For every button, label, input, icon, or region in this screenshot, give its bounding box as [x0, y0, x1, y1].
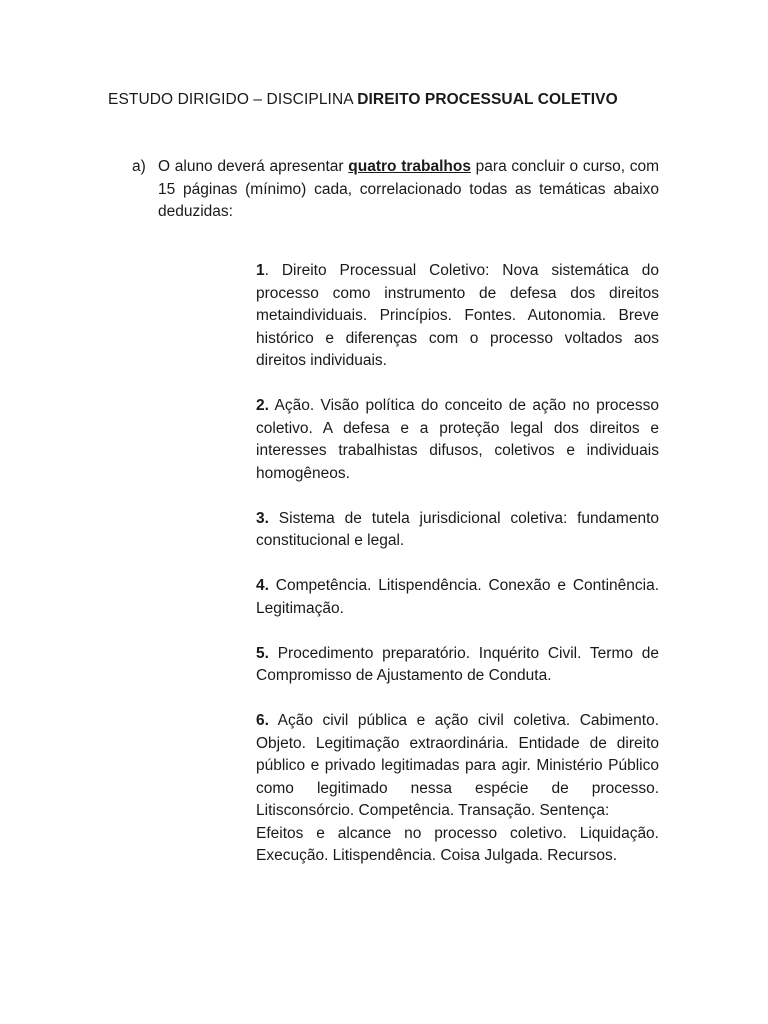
topic-item-3 — [256, 508, 659, 553]
topic-number: 1 — [256, 262, 265, 279]
page-title-discipline: DIREITO PROCESSUAL COLETIVO — [357, 91, 618, 108]
instruction-text — [158, 156, 659, 224]
instruction-emphasis: quatro trabalhos — [348, 158, 471, 175]
topic-number: 3. — [256, 509, 269, 527]
topic-text: Ação. Visão política do conceito de ação no processo coletivo. A defesa e a proteção legal dos direitos e interesses trabalhistas difusos, coletivos e individuais homogêneos. — [256, 397, 659, 482]
instruction-text-before: O aluno deverá apresentar — [158, 158, 349, 175]
page-title — [108, 90, 668, 110]
topic-text: Ação civil pública e ação civil coletiva. Cabimento. Objeto. Legitimação extraordinária. Entidade de direito público e privado legitimadas para agir. Ministério Público como legitimado nessa espécie de processo. Litisconsórcio. Competência. Transação. Sentença: — [256, 712, 659, 819]
topic-text: Competência. Litispendência. Conexão e Continência. Legitimação. — [256, 577, 659, 617]
topic-item-4 — [256, 575, 659, 620]
topic-number: 2. — [256, 397, 269, 414]
topic-list — [256, 260, 659, 890]
topic-number: 4. — [256, 577, 269, 594]
instruction-marker: a) — [132, 158, 146, 175]
topic-item-5 — [256, 643, 659, 688]
instruction-text-after: para concluir o curso, com 15 páginas (mínimo) cada, correlacionado todas as temáticas abaixo deduzidas: — [158, 158, 660, 220]
page-title-prefix: ESTUDO DIRIGIDO – DISCIPLINA — [108, 91, 358, 108]
topic-continuation: Efeitos e alcance no processo coletivo. Liquidação. Execução. Litispendência. Coisa Julgada. Recursos. — [256, 824, 659, 864]
topic-item-6 — [256, 710, 659, 868]
topic-text: Procedimento preparatório. Inquérito Civil. Termo de Compromisso de Ajustamento de Conduta. — [256, 644, 659, 684]
topic-text: . Direito Processual Coletivo: Nova sistemática do processo como instrumento de defesa dos direitos metaindividuais. Princípios. Fontes. Autonomia. Breve histórico e diferenças com o processo voltados aos direitos individuais. — [256, 262, 659, 369]
topic-number: 5. — [256, 644, 269, 662]
topic-item-1 — [256, 260, 659, 373]
topic-item-2 — [256, 395, 659, 485]
topic-text: Sistema de tutela jurisdicional coletiva: fundamento constitucional e legal. — [256, 509, 659, 549]
instruction-item — [132, 156, 659, 224]
topic-number: 6. — [256, 712, 269, 729]
